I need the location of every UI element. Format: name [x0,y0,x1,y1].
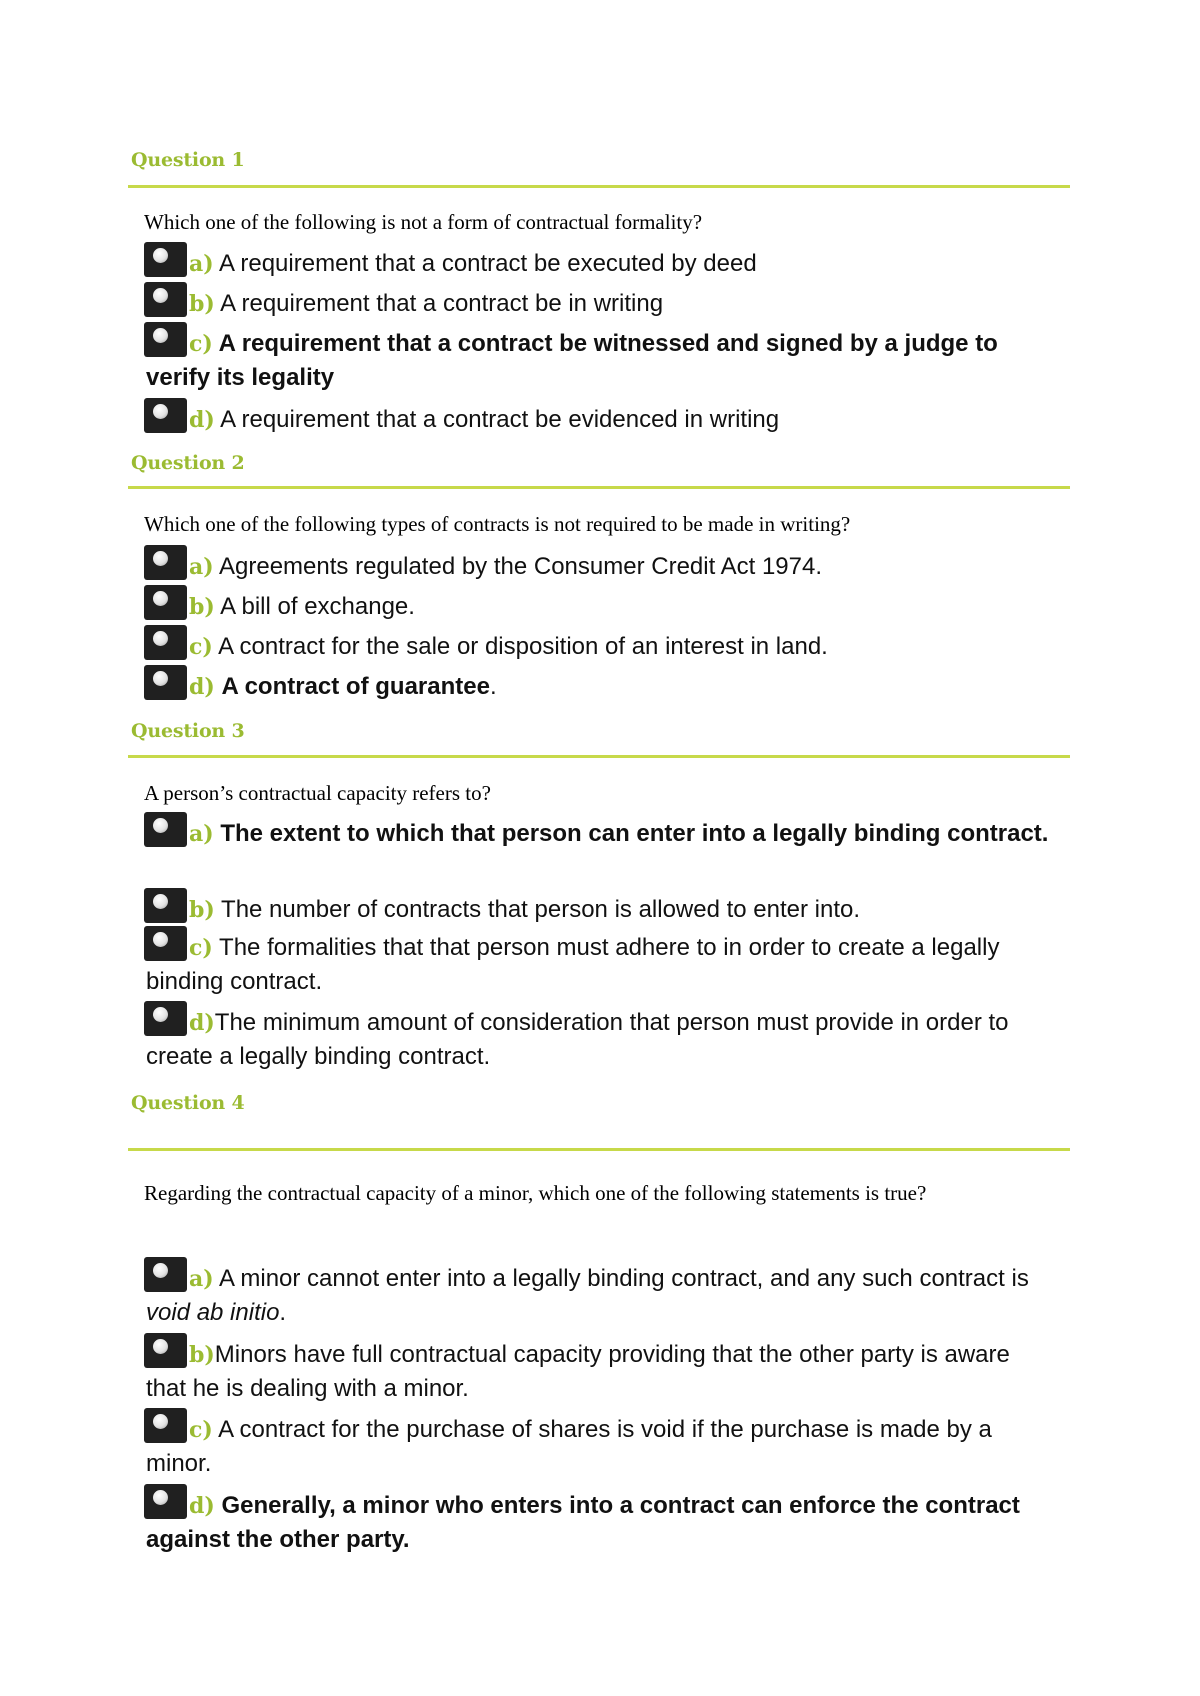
q1-option-a[interactable] [146,247,1051,281]
q1-option-d-letter: d) [189,407,215,433]
q4-option-a-italic: void ab initio [146,1299,280,1326]
question-3-heading: Question 3 [131,720,245,742]
q4-option-b-text: Minors have full contractual capacity providing that the other party is aware that he is dealing with a minor. [146,1341,1010,1402]
q4-option-d-letter: d) [189,1493,215,1519]
q2-option-b-letter: b) [189,594,215,620]
q1-option-c-text: A requirement that a contract be witnessed and signed by a judge to verify its legality [146,330,998,391]
q2-option-a-text: Agreements regulated by the Consumer Credit Act 1974. [219,553,823,580]
question-1-divider [128,185,1070,188]
q3-option-d-text: The minimum amount of consideration that person must provide in order to create a legally binding contract. [146,1009,1009,1070]
q2-option-a[interactable] [146,550,1051,584]
question-3-divider [128,755,1070,758]
q3-option-a-text: The extent to which that person can enter into a legally binding contract. [220,820,1049,847]
q2-option-c-text: A contract for the sale or disposition of an interest in land. [218,633,828,660]
q3-option-c[interactable] [146,931,1051,999]
q4-option-a-suffix: . [279,1299,287,1326]
q2-option-d-suffix: . [489,673,497,700]
q3-option-b-letter: b) [189,897,215,923]
question-2-heading: Question 2 [131,452,245,474]
question-4-prompt: Regarding the contractual capacity of a minor, which one of the following statements is true? [144,1181,927,1205]
q4-option-a[interactable] [146,1262,1051,1330]
q2-option-b-text: A bill of exchange. [220,593,415,620]
q1-option-b[interactable] [146,287,1051,321]
q3-option-d-letter: d) [189,1010,215,1036]
q4-option-a-text: A minor cannot enter into a legally binding contract, and any such contract is [219,1265,1029,1292]
q2-option-a-letter: a) [189,554,214,580]
question-2-divider [128,486,1070,489]
q4-option-a-letter: a) [189,1266,214,1292]
q1-option-a-letter: a) [189,251,214,277]
q3-option-d[interactable] [146,1006,1051,1074]
question-4-heading: Question 4 [131,1092,245,1114]
q3-option-c-text: The formalities that that person must adhere to in order to create a legally binding contract. [146,934,1000,995]
question-3-prompt: A person’s contractual capacity refers to? [144,781,491,805]
q4-option-b-letter: b) [189,1342,215,1368]
q4-option-d[interactable] [146,1489,1051,1557]
q1-option-c-letter: c) [189,331,213,357]
question-4-divider [128,1148,1070,1151]
q4-option-b[interactable] [146,1338,1051,1406]
question-1-prompt: Which one of the following is not a form of contractual formality? [144,210,703,234]
q1-option-b-letter: b) [189,291,215,317]
q2-option-d-letter: d) [189,674,215,700]
q2-option-c-letter: c) [189,634,213,660]
q1-option-b-text: A requirement that a contract be in writing [220,290,664,317]
q1-option-d-text: A requirement that a contract be evidenced in writing [220,406,780,433]
q3-option-b-text: The number of contracts that person is allowed to enter into. [221,896,861,923]
q3-option-c-letter: c) [189,935,213,961]
q3-option-a[interactable] [146,817,1051,851]
q4-option-c[interactable] [146,1413,1051,1481]
question-2-prompt: Which one of the following types of contracts is not required to be made in writing? [144,512,851,536]
q4-option-c-text: A contract for the purchase of shares is void if the purchase is made by a minor. [146,1416,992,1477]
q2-option-d-text: A contract of guarantee [221,673,490,700]
q1-option-d[interactable] [146,403,1051,437]
q3-option-b[interactable] [146,893,1051,927]
q3-option-a-letter: a) [189,821,214,847]
q4-option-c-letter: c) [189,1417,213,1443]
q1-option-c[interactable] [146,327,1051,395]
q2-option-b[interactable] [146,590,1051,624]
question-1-heading: Question 1 [131,149,245,171]
q4-option-d-text: Generally, a minor who enters into a contract can enforce the contract against the other party. [146,1492,1020,1553]
q1-option-a-text: A requirement that a contract be executed by deed [219,250,757,277]
q2-option-d[interactable] [146,670,1051,704]
q2-option-c[interactable] [146,630,1051,664]
